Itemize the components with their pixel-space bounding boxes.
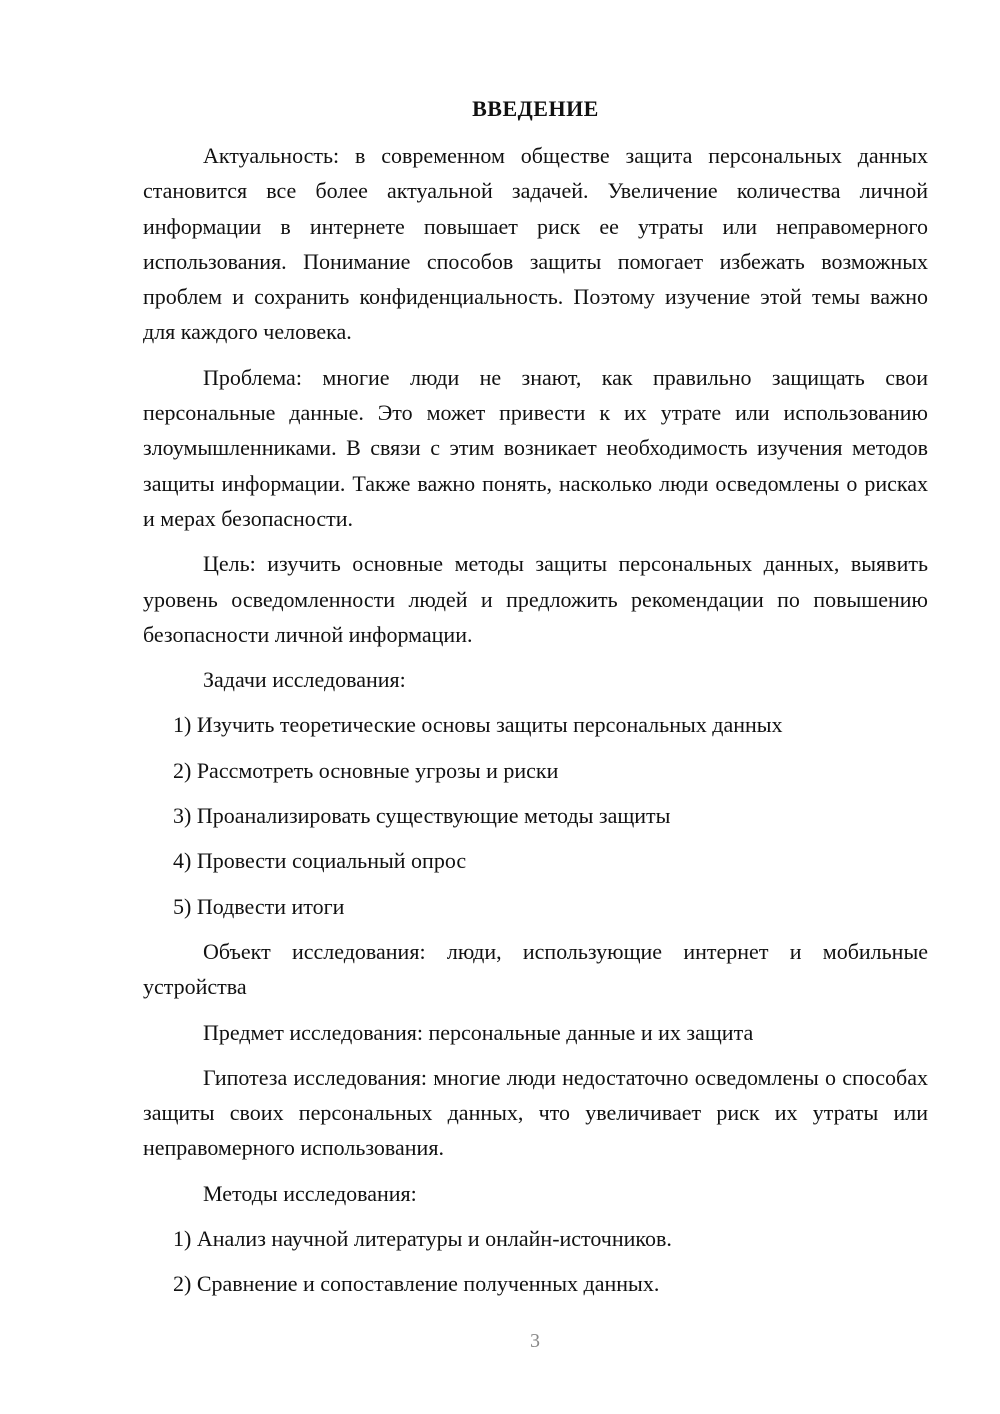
page-number: 3: [530, 1330, 540, 1352]
subject-paragraph: Предмет исследования: персональные данные и их защита: [203, 1019, 754, 1045]
method-item-2: 2) Сравнение и сопоставление полученных данных.: [173, 1271, 660, 1297]
page-content: [143, 92, 928, 1312]
object-paragraph: Объект исследования: люди, использующие интернет и мобильные устройства: [143, 938, 928, 1000]
problem-paragraph: Проблема: многие люди не знают, как правильно защищать свои персональные данные. Это может привести к их утрате или использованию злоумышленниками. В связи с этим возникает необходимость изучения методов защиты информации. Также важно понять, насколько люди осведомлены о рисках и мерах безопасности.: [143, 364, 928, 531]
task-item-1: 1) Изучить теоретические основы защиты персональных данных: [173, 712, 783, 738]
task-item-2: 2) Рассмотреть основные угрозы и риски: [173, 757, 559, 783]
section-title: ВВЕДЕНИЕ: [472, 96, 599, 121]
goal-paragraph: Цель: изучить основные методы защиты персональных данных, выявить уровень осведомленности людей и предложить рекомендации по повышению безопасности личной информации.: [143, 551, 928, 647]
tasks-label: Задачи исследования:: [203, 667, 406, 693]
hypothesis-paragraph: Гипотеза исследования: многие люди недостаточно осведомлены о способах защиты своих персональных данных, что увеличивает риск их утраты или неправомерного использования.: [143, 1064, 928, 1161]
methods-label: Методы исследования:: [203, 1180, 417, 1206]
relevance-paragraph: Актуальность: в современном обществе защита персональных данных становится все более актуальной задачей. Увеличение количества личной информации в интернете повышает риск ее утраты или неправомерного использования. Понимание способов защиты помогает избежать возможных проблем и сохранить конфиденциальность. Поэтому изучение этой темы важно для каждого человека.: [143, 143, 928, 345]
task-item-3: 3) Проанализировать существующие методы защиты: [173, 803, 671, 829]
method-item-1: 1) Анализ научной литературы и онлайн-источников.: [173, 1226, 672, 1252]
task-item-4: 4) Провести социальный опрос: [173, 848, 467, 874]
task-item-5: 5) Подвести итоги: [173, 893, 345, 919]
